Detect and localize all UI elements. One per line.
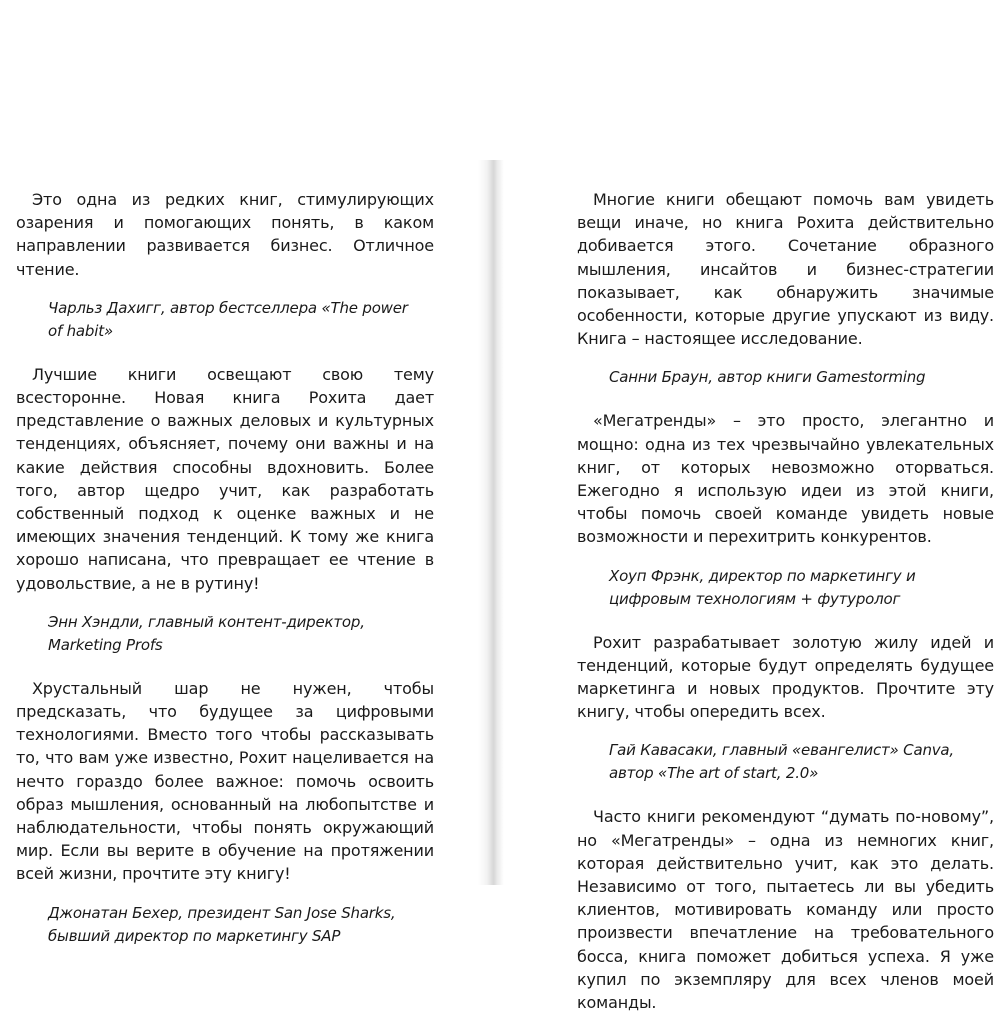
blurb-author: Чарльз Дахигг, автор бестселлера «The power of habit» <box>48 298 408 340</box>
blurb-text: Часто книги рекомендуют “думать по-новому”, но «Мегатренды» – одна из немногих книг, которая действительно учит, как это делать. Независимо от того, пытаетесь ли вы убедить клиентов, мотивировать команду или просто произвести впечатление на требовательного босса, книга поможет добиться успеха. Я уже купил по экземпляру для всех членов моей команды. <box>577 807 994 1013</box>
blurb-text: Рохит разрабатывает золотую жилу идей и тенденций, которые будут определять будущее маркетинга и новых продуктов. Прочтите эту книгу, чтобы опередить всех. <box>577 632 994 722</box>
blurb-author: Джонатан Бехер, президент San Jose Sharks, бывший директор по маркетингу SAP <box>48 903 396 945</box>
blurb-author: Гай Кавасаки, главный «евангелист» Canva, автор «The art of start, 2.0» <box>609 741 954 783</box>
blurb-text: Это одна из редких книг, стимулирующих озарения и помогающих понять, в каком направлении развивается бизнес. Отличное чтение. <box>16 190 434 279</box>
blurb-text: Хрустальный шар не нужен, чтобы предсказать, что будущее за цифровыми технологиями. Вместо того чтобы рассказывать то, что вам уже известно, Рохит нацеливается на нечто гораздо более важное: помочь освоить образ мышления, основанный на любопытстве и наблюдательности, чтобы понять окружающий мир. Если вы верите в обучение на протяжении всей жизни, прочтите эту книгу! <box>16 678 434 884</box>
blurb-author: Санни Браун, автор книги Gamestorming <box>609 368 926 387</box>
blurb-text: Многие книги обещают помочь вам увидеть вещи иначе, но книга Рохита действительно добивается этого. Сочетание образного мышления, инсайтов и бизнес-стратегии показывает, как обнаружить значимые особенности, которые другие упускают из виду. Книга – настоящее исследование. <box>577 190 994 349</box>
left-page <box>16 188 434 948</box>
blurb-text: Лучшие книги освещают свою тему всесторонне. Новая книга Рохита дает представление о важных деловых и культурных тенденциях, объясняет, почему они важны и на какие действия способны вдохновить. Более того, автор щедро учит, как разработать собственный подход к оценке важных и не имеющих значения тенденций. К тому же книга хорошо написана, что превращает ее чтение в удовольствие, а не в рутину! <box>16 364 434 593</box>
right-page <box>577 188 994 1014</box>
blurb-author: Энн Хэндли, главный контент-директор, Marketing Profs <box>48 612 365 654</box>
blurb-author: Хоуп Фрэнк, директор по маркетингу и цифровым технологиям + футуролог <box>609 566 916 608</box>
blurb-text: «Мегатренды» – это просто, элегантно и мощно: одна из тех чрезвычайно увлекательных книг, от которых невозможно оторваться. Ежегодно я использую идеи из этой книги, чтобы помочь своей команде увидеть новые возможности и перехитрить конкурентов. <box>577 411 994 547</box>
book-spine-shadow <box>478 160 504 885</box>
